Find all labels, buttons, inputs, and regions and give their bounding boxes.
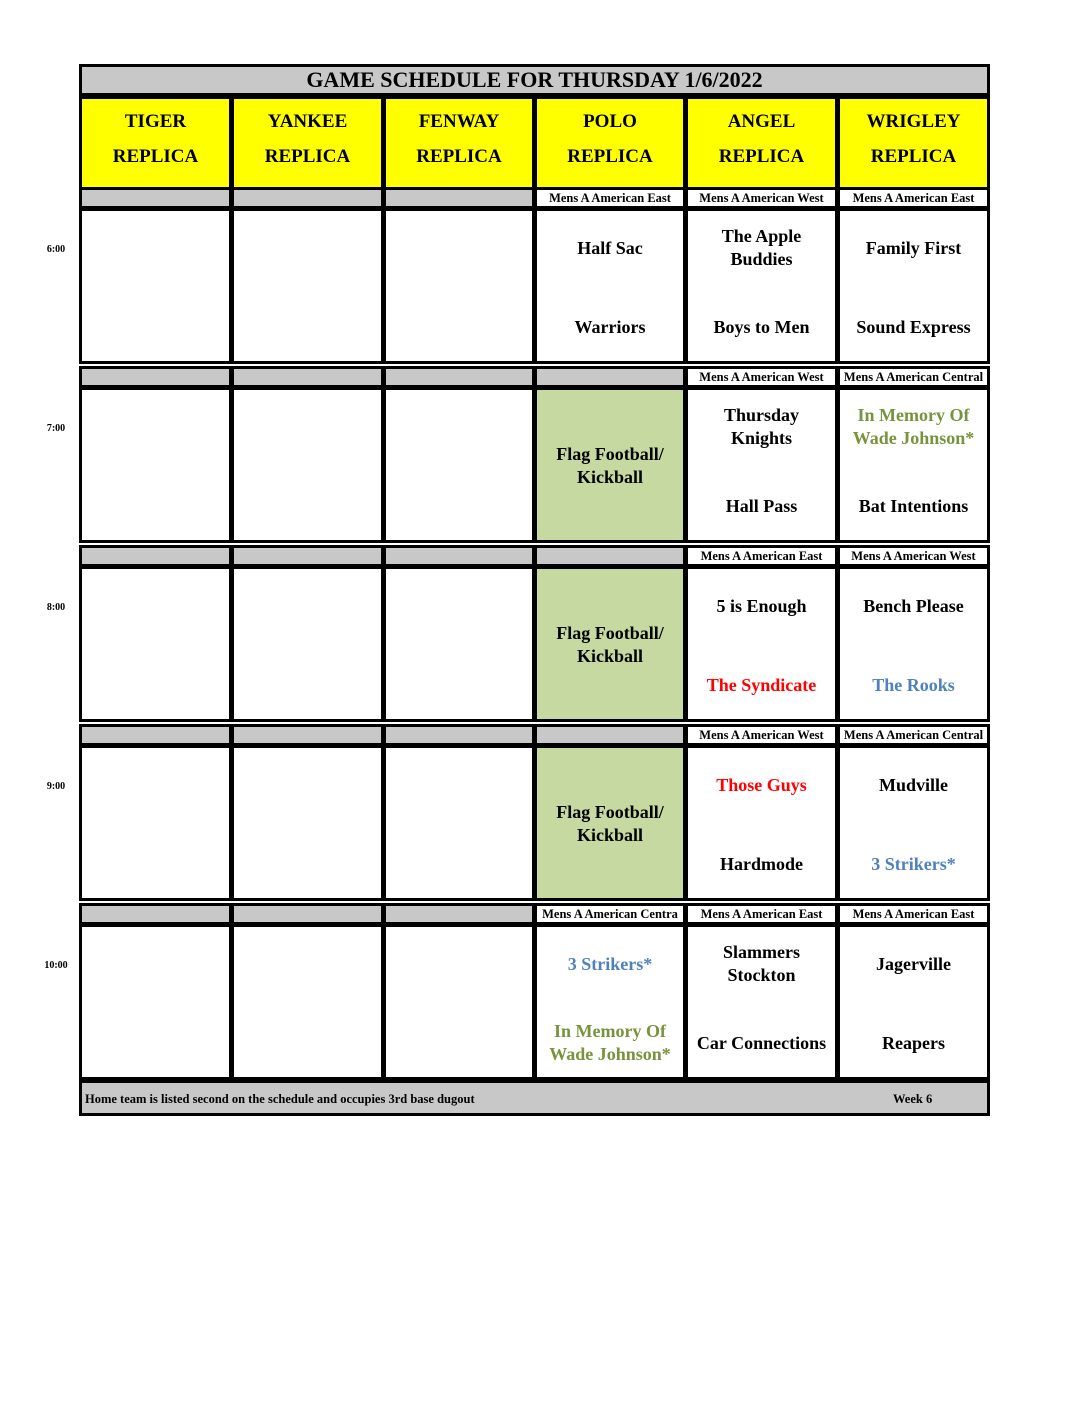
field-header-tiger xyxy=(79,96,232,190)
away-team: The Apple Buddies xyxy=(721,226,802,269)
field-name: TIGER xyxy=(124,111,187,132)
field-header-yankee xyxy=(231,96,384,190)
away-team: Thursday Knights xyxy=(723,405,800,448)
reserved-cell xyxy=(534,745,686,901)
away-team: Bench Please xyxy=(863,596,964,616)
home-team: 3 Strikers* xyxy=(871,854,956,874)
empty-cell xyxy=(383,566,535,722)
home-team-note: Home team is listed second on the schedule and occupies 3rd base dugout xyxy=(85,1092,475,1106)
game-cell xyxy=(837,924,990,1080)
division-label xyxy=(231,903,384,925)
field-subtitle: REPLICA xyxy=(112,146,199,167)
reserved-cell xyxy=(534,566,686,722)
field-subtitle: REPLICA xyxy=(416,146,502,167)
field-header-wrigley xyxy=(837,96,990,190)
time-label: 7:00 xyxy=(46,423,66,434)
division-label: Mens A American West xyxy=(837,545,990,567)
division-label: Mens A American East xyxy=(534,187,686,209)
division-label: Mens A American West xyxy=(685,724,838,746)
division-label: Mens A American Centra xyxy=(534,903,686,925)
game-cell xyxy=(685,387,838,543)
field-name: WRIGLEY xyxy=(866,111,961,132)
home-team: Boys to Men xyxy=(713,317,810,337)
empty-cell xyxy=(231,387,384,543)
division-label xyxy=(79,545,232,567)
away-team: Slammers Stockton xyxy=(723,942,800,985)
away-team: 3 Strikers* xyxy=(567,954,653,974)
empty-cell xyxy=(79,566,232,722)
game-cell xyxy=(837,208,990,364)
game-cell xyxy=(837,566,990,722)
division-label xyxy=(79,724,232,746)
division-label xyxy=(383,366,535,388)
division-label xyxy=(231,545,384,567)
division-label: Mens A American Central xyxy=(837,724,990,746)
field-subtitle: REPLICA xyxy=(567,146,653,167)
away-team: Those Guys xyxy=(716,775,807,795)
empty-cell xyxy=(383,745,535,901)
division-label: Mens A American East xyxy=(837,187,990,209)
empty-cell xyxy=(231,208,384,364)
home-team: Hardmode xyxy=(720,854,803,874)
division-label: Mens A American East xyxy=(837,903,990,925)
away-team: Jagerville xyxy=(876,954,951,974)
division-label xyxy=(383,903,535,925)
home-team: In Memory Of Wade Johnson* xyxy=(549,1021,671,1064)
game-cell xyxy=(685,566,838,722)
division-label xyxy=(383,724,535,746)
home-team: Sound Express xyxy=(856,317,971,337)
reserved-label: Flag Football/ Kickball xyxy=(556,802,664,845)
away-team: Mudville xyxy=(878,775,948,795)
division-label xyxy=(79,187,232,209)
home-team: Warriors xyxy=(574,317,646,337)
empty-cell xyxy=(79,924,232,1080)
time-label: 10:00 xyxy=(44,960,68,971)
home-team: The Rooks xyxy=(872,675,955,695)
division-label xyxy=(231,366,384,388)
schedule-footer xyxy=(79,1080,990,1116)
division-label xyxy=(534,545,686,567)
game-cell xyxy=(685,924,838,1080)
reserved-label: Flag Football/ Kickball xyxy=(556,623,664,666)
schedule-sheet xyxy=(79,64,990,1116)
field-header-polo xyxy=(534,96,686,190)
empty-cell xyxy=(383,924,535,1080)
home-team: The Syndicate xyxy=(706,675,817,695)
field-header-fenway xyxy=(383,96,535,190)
division-label xyxy=(231,187,384,209)
home-team: Reapers xyxy=(882,1033,945,1053)
home-team: Car Connections xyxy=(696,1033,827,1053)
field-header-angel xyxy=(685,96,838,190)
game-cell xyxy=(534,208,686,364)
division-label xyxy=(383,187,535,209)
division-label xyxy=(383,545,535,567)
division-label: Mens A American Central xyxy=(837,366,990,388)
empty-cell xyxy=(79,387,232,543)
empty-cell xyxy=(383,208,535,364)
home-team: Bat Intentions xyxy=(858,496,969,516)
division-label xyxy=(79,366,232,388)
field-name: POLO xyxy=(583,111,637,132)
field-name: FENWAY xyxy=(418,111,500,132)
empty-cell xyxy=(383,387,535,543)
field-subtitle: REPLICA xyxy=(264,146,351,167)
game-cell xyxy=(837,745,990,901)
division-label xyxy=(534,366,686,388)
division-label xyxy=(534,724,686,746)
field-subtitle: REPLICA xyxy=(870,146,957,167)
game-cell xyxy=(685,208,838,364)
division-label xyxy=(79,903,232,925)
away-team: In Memory Of Wade Johnson* xyxy=(852,405,975,448)
week-label: Week 6 xyxy=(893,1092,933,1106)
schedule-title: GAME SCHEDULE FOR THURSDAY 1/6/2022 xyxy=(79,64,990,96)
empty-cell xyxy=(79,208,232,364)
reserved-cell xyxy=(534,387,686,543)
field-name: YANKEE xyxy=(267,111,348,132)
division-label: Mens A American West xyxy=(685,366,838,388)
time-label: 6:00 xyxy=(46,244,66,255)
time-label: 9:00 xyxy=(46,781,66,792)
field-subtitle: REPLICA xyxy=(718,146,805,167)
reserved-label: Flag Football/ Kickball xyxy=(556,444,664,487)
empty-cell xyxy=(231,566,384,722)
empty-cell xyxy=(79,745,232,901)
game-cell xyxy=(534,924,686,1080)
empty-cell xyxy=(231,745,384,901)
field-name: ANGEL xyxy=(727,111,796,132)
time-label: 8:00 xyxy=(46,602,66,613)
game-cell xyxy=(685,745,838,901)
division-label: Mens A American West xyxy=(685,187,838,209)
game-cell xyxy=(837,387,990,543)
empty-cell xyxy=(231,924,384,1080)
away-team: Family First xyxy=(865,238,962,258)
away-team: Half Sac xyxy=(577,238,643,258)
away-team: 5 is Enough xyxy=(716,596,807,616)
division-label: Mens A American East xyxy=(685,903,838,925)
home-team: Hall Pass xyxy=(725,496,798,516)
division-label xyxy=(231,724,384,746)
division-label: Mens A American East xyxy=(685,545,838,567)
